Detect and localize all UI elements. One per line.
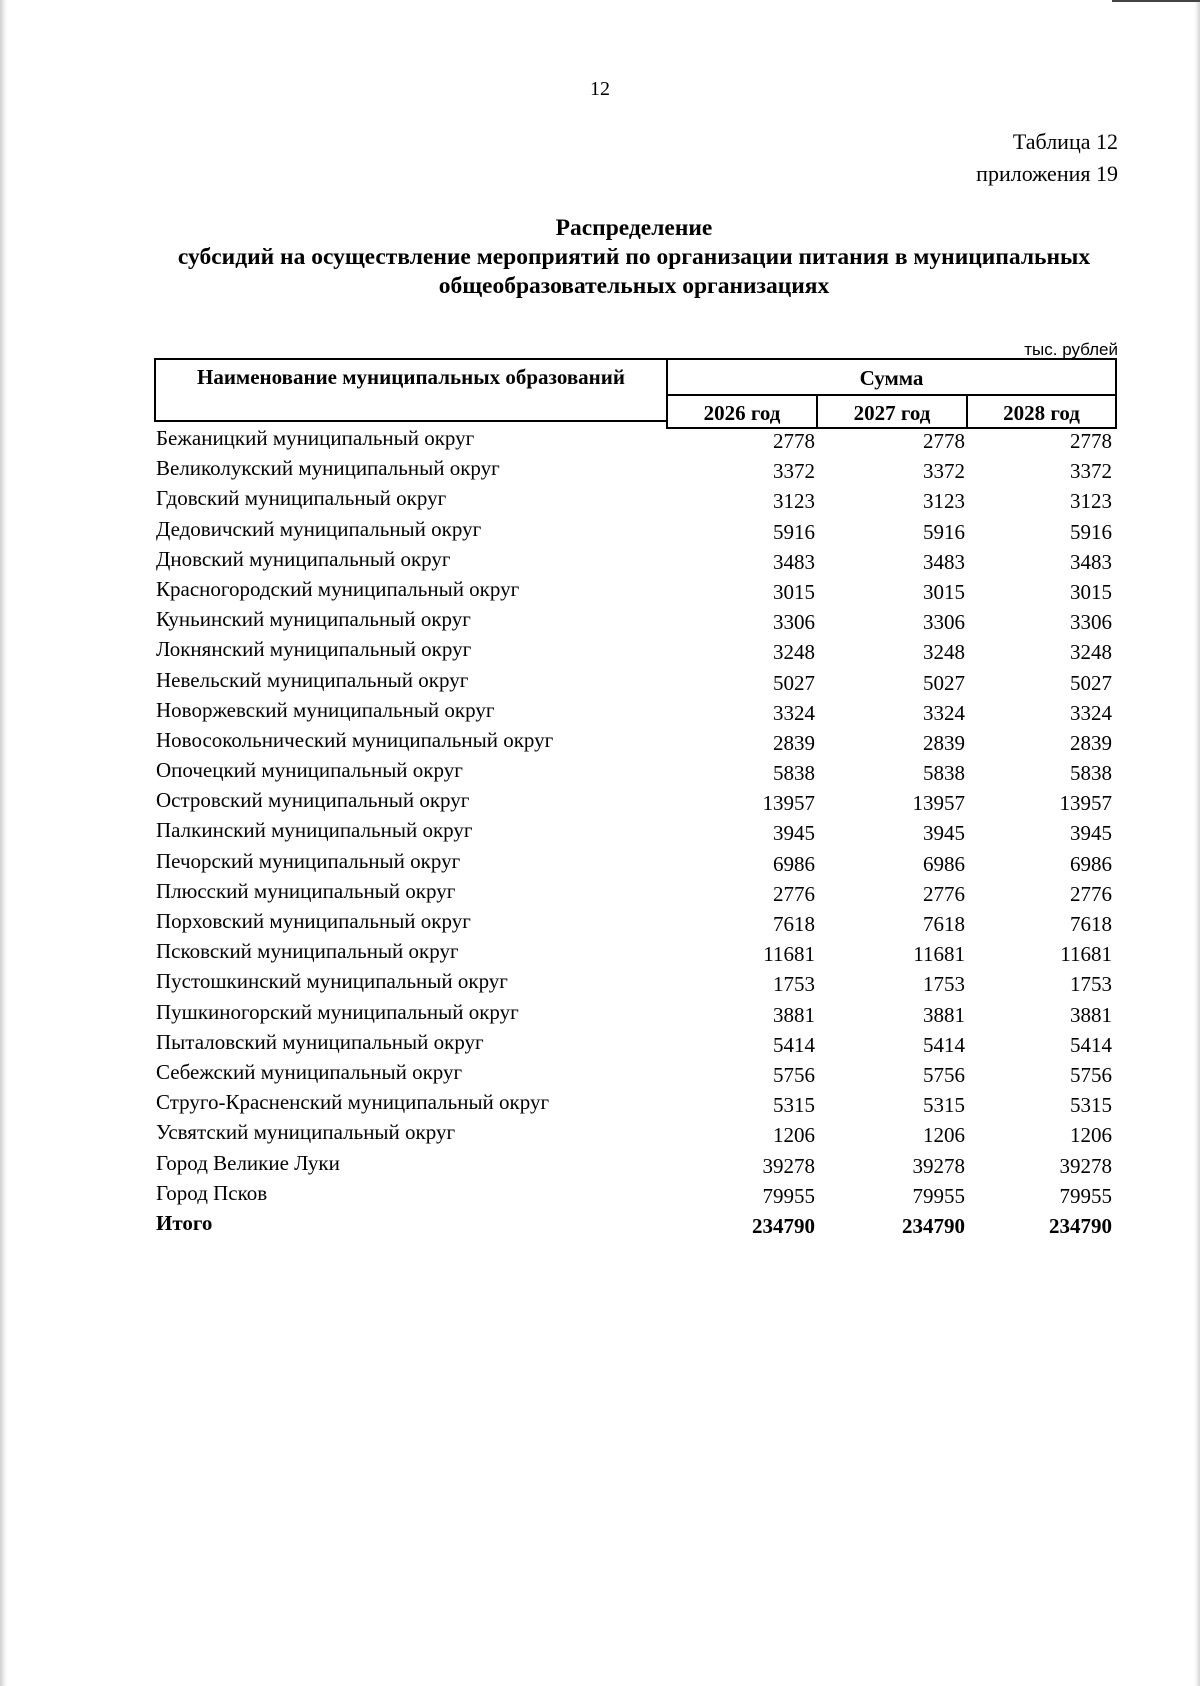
table-row bbox=[154, 1000, 1117, 1030]
table-row bbox=[154, 456, 1117, 486]
amount-2027: 2778 bbox=[923, 429, 965, 453]
amount-2026: 39278 bbox=[762, 1153, 815, 1178]
title-line-2: субсидий на осуществление мероприятий по организации питания в муниципальных bbox=[177, 244, 1091, 270]
table-row bbox=[154, 577, 1117, 607]
table-row bbox=[154, 1181, 1117, 1211]
municipality-name: Струго-Красненский муниципальный округ bbox=[156, 1090, 550, 1115]
amount-2026: 7618 bbox=[773, 912, 815, 936]
amount-2026: 1753 bbox=[773, 972, 815, 997]
amount-2026: 13957 bbox=[762, 791, 815, 816]
table-row bbox=[154, 486, 1117, 516]
municipality-name: Бежаницкий муниципальный округ bbox=[156, 426, 475, 450]
amount-2026: 3306 bbox=[773, 610, 815, 635]
amount-2026: 3248 bbox=[773, 640, 815, 665]
municipality-name: Дновский муниципальный округ bbox=[156, 546, 451, 571]
amount-2026: 3015 bbox=[773, 579, 815, 604]
header-year-2027: 2027 год bbox=[816, 394, 968, 429]
total-row bbox=[154, 1211, 1117, 1241]
amount-2026: 3945 bbox=[773, 821, 815, 846]
table-row bbox=[154, 668, 1117, 698]
amount-2027: 7618 bbox=[923, 912, 965, 936]
header-sum: Сумма bbox=[666, 358, 1117, 396]
municipality-name: Локнянский муниципальный округ bbox=[156, 637, 472, 662]
table-row bbox=[154, 1151, 1117, 1181]
amount-2027: 3945 bbox=[923, 821, 965, 846]
municipality-name: Палкинский муниципальный округ bbox=[156, 818, 473, 843]
table-row bbox=[154, 607, 1117, 637]
table-row bbox=[154, 517, 1117, 547]
table-row bbox=[154, 426, 1117, 456]
amount-2027: 5414 bbox=[923, 1032, 965, 1057]
municipality-name: Островский муниципальный округ bbox=[156, 788, 470, 813]
amount-2028: 3015 bbox=[1070, 579, 1112, 604]
amount-2026: 3881 bbox=[773, 1002, 815, 1027]
amount-2028: 11681 bbox=[1060, 942, 1112, 967]
amount-2028: 3483 bbox=[1070, 549, 1112, 574]
amount-2027: 2839 bbox=[923, 730, 965, 755]
table-row bbox=[154, 1060, 1117, 1090]
amount-2027: 5315 bbox=[923, 1093, 965, 1118]
amount-2026: 79955 bbox=[762, 1183, 815, 1208]
amount-2028: 79955 bbox=[1059, 1183, 1112, 1208]
page-number: 12 bbox=[590, 78, 610, 100]
amount-2028: 5027 bbox=[1070, 670, 1112, 695]
amount-2027: 6986 bbox=[923, 851, 965, 876]
amount-2027: 1206 bbox=[923, 1123, 965, 1148]
amount-2028: 1206 bbox=[1070, 1123, 1112, 1148]
table-row bbox=[154, 547, 1117, 577]
municipality-name: Дедовичский муниципальный округ bbox=[156, 516, 482, 541]
amount-2027: 11681 bbox=[913, 942, 965, 967]
municipality-name: Новоржевский муниципальный округ bbox=[156, 697, 495, 722]
table-row bbox=[154, 939, 1117, 969]
scan-right-edge bbox=[1194, 0, 1200, 1686]
amount-2026: 3324 bbox=[773, 700, 815, 725]
amount-2028: 5756 bbox=[1070, 1062, 1112, 1087]
table-row bbox=[154, 1030, 1117, 1060]
table-row bbox=[154, 969, 1117, 999]
amount-2026: 2778 bbox=[773, 429, 815, 453]
municipality-name: Пыталовский муниципальный округ bbox=[156, 1029, 484, 1054]
amount-2027: 3015 bbox=[923, 579, 965, 604]
table-row bbox=[154, 788, 1117, 818]
municipality-name: Город Псков bbox=[156, 1180, 268, 1205]
municipality-name: Город Великие Луки bbox=[156, 1150, 340, 1175]
table-row bbox=[154, 1090, 1117, 1120]
total-label: Итого bbox=[156, 1210, 213, 1235]
amount-2027: 5916 bbox=[923, 519, 965, 544]
amount-2026: 11681 bbox=[763, 942, 815, 967]
scan-top-mark bbox=[1112, 0, 1200, 2]
amount-2027: 1753 bbox=[923, 972, 965, 997]
amount-2028: 2778 bbox=[1070, 429, 1112, 453]
amount-2028: 2776 bbox=[1070, 881, 1112, 906]
amount-2028: 3881 bbox=[1070, 1002, 1112, 1027]
amount-2028: 6986 bbox=[1070, 851, 1112, 876]
municipality-name: Порховский муниципальный округ bbox=[156, 909, 471, 933]
amount-2028: 1753 bbox=[1070, 972, 1112, 997]
table-row bbox=[154, 698, 1117, 728]
amount-2028: 3248 bbox=[1070, 640, 1112, 665]
municipality-name: Усвятский муниципальный округ bbox=[156, 1120, 456, 1145]
table-reference-number: Таблица 12 bbox=[1012, 129, 1118, 154]
municipality-name: Себежский муниципальный округ bbox=[156, 1059, 463, 1084]
municipality-name: Гдовский муниципальный округ bbox=[156, 486, 447, 511]
amount-2027: 2776 bbox=[923, 881, 965, 906]
amount-2028: 13957 bbox=[1059, 791, 1112, 816]
amount-2028: 3306 bbox=[1070, 610, 1112, 635]
municipality-name: Плюсский муниципальный округ bbox=[156, 878, 456, 903]
table-row bbox=[154, 909, 1117, 939]
title-line-3: общеобразовательных организациях bbox=[438, 273, 830, 299]
amount-2028: 3324 bbox=[1070, 700, 1112, 725]
amount-2026: 2839 bbox=[773, 730, 815, 755]
amount-2026: 5315 bbox=[773, 1093, 815, 1118]
table-row bbox=[154, 818, 1117, 848]
amount-2026: 3123 bbox=[773, 489, 815, 514]
amount-2028: 3372 bbox=[1070, 459, 1112, 484]
municipality-name: Куньинский муниципальный округ bbox=[156, 607, 471, 632]
table-row bbox=[154, 758, 1117, 788]
amount-2027: 3306 bbox=[923, 610, 965, 635]
title-line-1: Распределение bbox=[555, 215, 713, 241]
amount-2028: 7618 bbox=[1070, 912, 1112, 936]
amount-2026: 6986 bbox=[773, 851, 815, 876]
amount-2027: 79955 bbox=[912, 1183, 965, 1208]
header-year-2028: 2028 год bbox=[966, 394, 1117, 429]
total-2028: 234790 bbox=[1049, 1213, 1112, 1238]
municipality-name: Великолукский муниципальный округ bbox=[156, 456, 500, 481]
amount-2026: 1206 bbox=[773, 1123, 815, 1148]
amount-2027: 3881 bbox=[923, 1002, 965, 1027]
total-2026: 234790 bbox=[752, 1213, 815, 1238]
amount-2028: 39278 bbox=[1059, 1153, 1112, 1178]
amount-2027: 3483 bbox=[923, 549, 965, 574]
document-title bbox=[150, 214, 1118, 301]
amount-2027: 3248 bbox=[923, 640, 965, 665]
municipality-name: Новосокольнический муниципальный округ bbox=[156, 727, 554, 752]
amount-2027: 3372 bbox=[923, 459, 965, 484]
amount-2027: 13957 bbox=[912, 791, 965, 816]
table-reference-appendix: приложения 19 bbox=[976, 161, 1118, 186]
amount-2026: 5756 bbox=[773, 1062, 815, 1087]
amount-2026: 5916 bbox=[773, 519, 815, 544]
amount-2027: 3123 bbox=[923, 489, 965, 514]
amount-2028: 5414 bbox=[1070, 1032, 1112, 1057]
amount-2028: 3123 bbox=[1070, 489, 1112, 514]
header-year-2026: 2026 год bbox=[666, 394, 818, 429]
units-label: тыс. рублей bbox=[1024, 340, 1118, 359]
table-reference bbox=[976, 126, 1118, 190]
amount-2026: 2776 bbox=[773, 881, 815, 906]
table-body bbox=[154, 426, 1117, 1241]
municipality-name: Невельский муниципальный округ bbox=[156, 667, 469, 692]
amount-2028: 2839 bbox=[1070, 730, 1112, 755]
amount-2028: 5916 bbox=[1070, 519, 1112, 544]
municipality-name: Печорский муниципальный округ bbox=[156, 848, 461, 873]
amount-2027: 5756 bbox=[923, 1062, 965, 1087]
amount-2027: 5027 bbox=[923, 670, 965, 695]
table-row bbox=[154, 637, 1117, 667]
amount-2026: 3372 bbox=[773, 459, 815, 484]
municipality-name: Пустошкинский муниципальный округ bbox=[156, 969, 508, 994]
municipality-name: Псковский муниципальный округ bbox=[156, 939, 459, 964]
municipality-name: Опочецкий муниципальный округ bbox=[156, 758, 463, 783]
amount-2026: 5414 bbox=[773, 1032, 815, 1057]
municipality-name: Пушкиногорский муниципальный округ bbox=[156, 999, 519, 1024]
total-2027: 234790 bbox=[902, 1213, 965, 1238]
amount-2027: 39278 bbox=[912, 1153, 965, 1178]
amount-2026: 5027 bbox=[773, 670, 815, 695]
amount-2028: 5838 bbox=[1070, 761, 1112, 786]
table-row bbox=[154, 728, 1117, 758]
amount-2028: 3945 bbox=[1070, 821, 1112, 846]
amount-2028: 5315 bbox=[1070, 1093, 1112, 1118]
header-municipality-name: Наименование муниципальных образований bbox=[154, 358, 668, 422]
table-row bbox=[154, 1120, 1117, 1150]
amount-2027: 3324 bbox=[923, 700, 965, 725]
table-row bbox=[154, 849, 1117, 879]
amount-2026: 5838 bbox=[773, 761, 815, 786]
amount-2027: 5838 bbox=[923, 761, 965, 786]
amount-2026: 3483 bbox=[773, 549, 815, 574]
table-row bbox=[154, 879, 1117, 909]
municipality-name: Красногородский муниципальный округ bbox=[156, 576, 520, 601]
scan-left-edge bbox=[0, 0, 8, 1686]
